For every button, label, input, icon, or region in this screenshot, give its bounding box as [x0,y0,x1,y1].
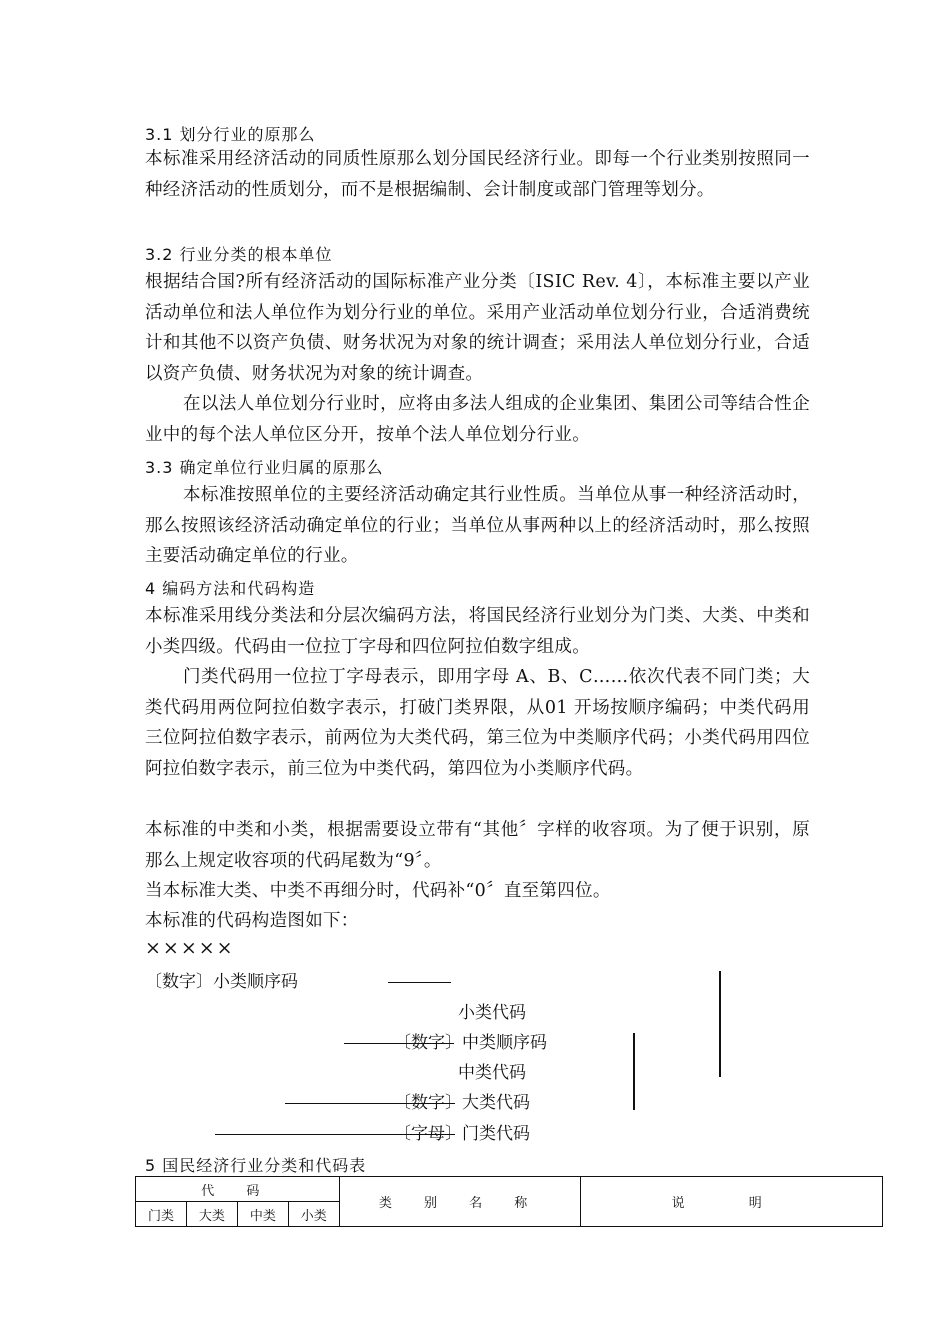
paragraph: 本标准按照单位的主要经济活动确定其行业性质。当单位从事一种经济活动时，那么按照该经济活动确定单位的行业；当单位从事两种以上的经济活动时，那么按照主要活动确定单位的行业。 [145,485,810,566]
paragraph: 根据结合国?所有经济活动的国际标准产业分类〔ISIC Rev. 4〕，本标准主要以产业活动单位和法人单位作为划分行业的单位。采用产业活动单位划分行业，合适消费统计和其他不以资产负债、财务状况为对象的统计调查；采用法人单位划分行业，合适以资产负债、财务状况为对象的统计调查。 [145,272,810,384]
diagram-label: 〔数字〕中类顺序码 [394,1033,547,1053]
diagram-bracket-line [633,1033,635,1110]
paragraph: 本标准的中类和小类，根据需要设立带有“其他〞字样的收容项。为了便于识别，原那么上规定收容项的代码尾数为“9〞。 [145,820,810,871]
header-dalei: 大类 [186,1202,237,1227]
paragraph: 当本标准大类、中类不再细分时，代码补“0〞直至第四位。 [145,881,611,901]
paragraph: 在以法人单位划分行业时，应将由多法人组成的企业集团、集团公司等结合性企业中的每个法人单位区分开，按单个法人单位划分行业。 [145,394,810,445]
diagram-label: 〔数字〕小类顺序码 [145,972,298,992]
diagram-line [344,1043,454,1044]
diagram-line [215,1134,455,1135]
diagram-label: 小类代码 [458,1003,526,1023]
header-menlei: 门类 [136,1202,187,1227]
paragraph: 门类代码用一位拉丁字母表示，即用字母 A、B、C……依次代表不同门类；大类代码用两位阿拉伯数字表示，打破门类界限，从01 开场按顺序编码；中类代码用三位阿拉伯数字表示，前两位为大类代码，第三位为中类顺序代码；小类代码用四位阿拉伯数字表示，前三位为中类代码，第四位为小类顺序代码。 [145,667,810,779]
diagram-label: 中类代码 [458,1063,526,1083]
heading-5: 5 国民经济行业分类和代码表 [145,1156,367,1175]
header-category-name: 类 别 名 称 [339,1177,581,1227]
diagram-line [285,1103,455,1104]
diagram-bracket-line [719,971,721,1077]
header-code: 代 码 [136,1177,340,1202]
diagram-label: 〔字母〕门类代码 [394,1124,530,1144]
industry-code-table [135,1176,883,1227]
heading-3-2: 3.2 行业分类的根本单位 [145,245,333,264]
paragraph: 本标准的代码构造图如下： [145,911,359,931]
heading-3-3: 3.3 确定单位行业归属的原那么 [145,458,384,477]
paragraph: 本标准采用线分类法和分层次编码方法，将国民经济行业划分为门类、大类、中类和小类四级。代码由一位拉丁字母和四位阿拉伯数字组成。 [145,606,810,657]
header-note: 说 明 [581,1177,883,1227]
heading-4: 4 编码方法和代码构造 [145,579,316,598]
diagram-label: 〔数字〕大类代码 [394,1093,530,1113]
paragraph: 本标准采用经济活动的同质性原那么划分国民经济行业。即每一个行业类别按照同一种经济活动的性质划分，而不是根据编制、会计制度或部门管理等划分。 [145,149,810,200]
header-zhonglei: 中类 [237,1202,288,1227]
diagram-line [388,982,451,983]
code-symbols: ××××× [145,937,235,959]
heading-3-1: 3.1 划分行业的原那么 [145,125,316,144]
header-xiaolei: 小类 [288,1202,339,1227]
